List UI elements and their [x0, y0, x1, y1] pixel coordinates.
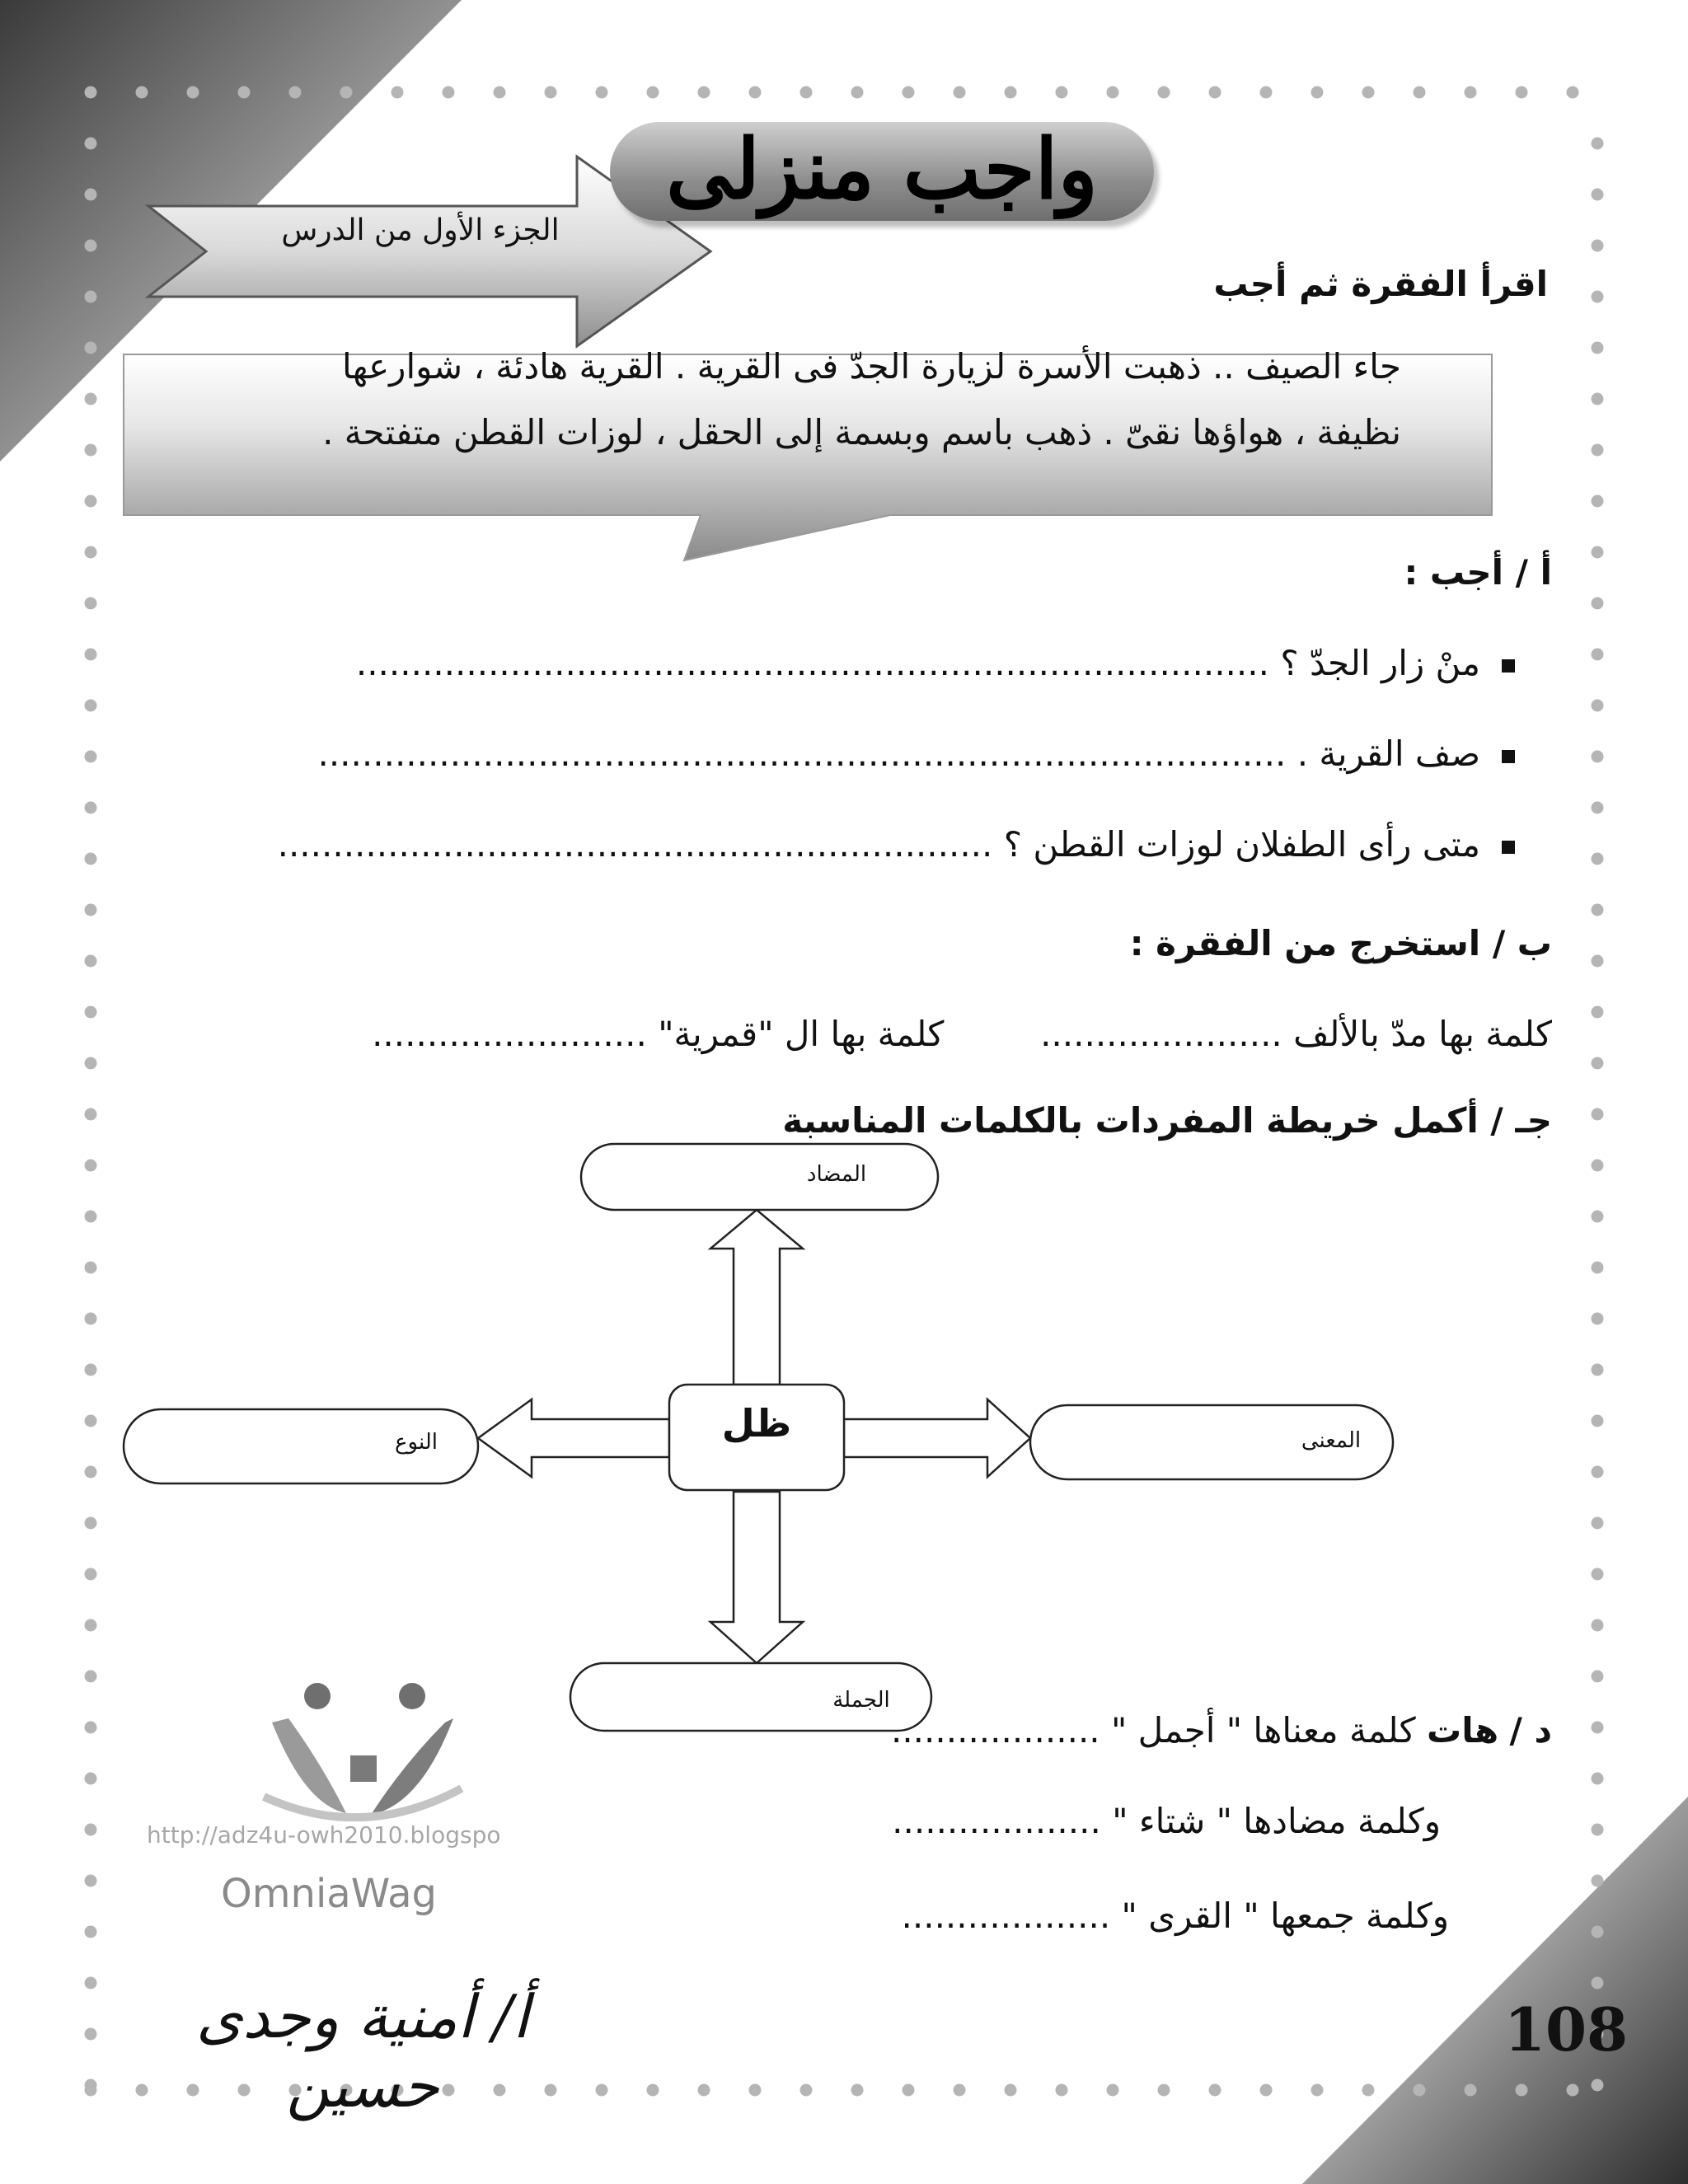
- left-oval-label: النوع: [395, 1430, 438, 1455]
- passage-instruction: اقرأ الفقرة ثم أجب: [1213, 264, 1548, 304]
- logo-swoosh: [264, 1788, 462, 1817]
- watermark-name: OmniaWag: [221, 1871, 437, 1917]
- logo-head-right: [399, 1683, 425, 1709]
- answer-blank[interactable]: ........................................................................................: [317, 733, 1287, 774]
- section-d-text: وكلمة جمعها " القرى ": [1121, 1896, 1449, 1936]
- top-oval-label: المضاد: [806, 1162, 867, 1187]
- section-a-heading: أ / أجب :: [1404, 552, 1552, 593]
- question-text: متى رأى الطفلان لوزات القطن ؟: [1003, 824, 1480, 865]
- right-oval-label: المعنى: [1301, 1428, 1362, 1453]
- section-c-heading: جـ / أكمل خريطة المفردات بالكلمات المناسبة: [782, 1100, 1552, 1141]
- page-number: 108: [1503, 1994, 1629, 2064]
- page-title: واجب منزلى: [666, 120, 1098, 218]
- section-d-text: كلمة معناها " أجمل ": [1111, 1710, 1416, 1750]
- question-text: صف القرية .: [1296, 733, 1480, 774]
- logo-figure-left: [272, 1718, 346, 1813]
- answer-blank[interactable]: .................................................................: [277, 824, 993, 865]
- section-b-heading: ب / استخرج من الفقرة :: [1129, 923, 1552, 963]
- watermark-url: http://adz4u-owh2010.blogspo: [147, 1821, 501, 1849]
- answer-blank[interactable]: ...................: [892, 1801, 1101, 1841]
- center-word: ظل: [721, 1401, 792, 1446]
- section-d-intro: هات: [1427, 1710, 1499, 1750]
- passage-line: جاء الصيف .. ذهبت الأسرة لزيارة الجدّ فى القرية . القرية هادئة ، شوارعها: [341, 346, 1401, 387]
- teacher-signature: أ/ أمنية وجدى حسين: [195, 1982, 530, 2121]
- down-arrow: [710, 1492, 803, 1663]
- bottom-oval-label: الجملة: [832, 1688, 890, 1713]
- logo-house: [350, 1755, 377, 1782]
- lesson-part-label: الجزء الأول من الدرس: [281, 213, 560, 247]
- logo-head-left: [304, 1683, 331, 1709]
- answer-blank[interactable]: ......................: [1040, 1014, 1282, 1054]
- question-text: منْ زار الجدّ ؟: [1280, 643, 1480, 683]
- section-d-text: وكلمة مضادها " شتاء ": [1112, 1801, 1441, 1841]
- section-d-row-2: [781, 1801, 1441, 1841]
- right-arrow: [844, 1399, 1030, 1477]
- passage-line: نظيفة ، هواؤها نقىّ . ذهب باسم وبسمة إلى الحقل ، لوزات القطن متفتحة .: [322, 412, 1401, 452]
- watermark-logo: [256, 1673, 470, 1821]
- answer-blank[interactable]: .........................: [372, 1014, 647, 1054]
- section-d-row-1: [761, 1710, 1552, 1750]
- answer-blank[interactable]: ...................: [890, 1710, 1100, 1750]
- answer-blank[interactable]: ...................................................................................: [355, 643, 1269, 683]
- left-arrow: [478, 1399, 669, 1477]
- section-d-prefix: د /: [1509, 1710, 1552, 1750]
- extract-item-1: كلمة بها مدّ بالألف: [1293, 1014, 1552, 1054]
- up-arrow: [710, 1210, 803, 1385]
- section-d-row-3: [790, 1896, 1449, 1936]
- answer-blank[interactable]: ...................: [901, 1896, 1111, 1936]
- extract-item-2: كلمة بها ال "قمرية": [658, 1014, 945, 1054]
